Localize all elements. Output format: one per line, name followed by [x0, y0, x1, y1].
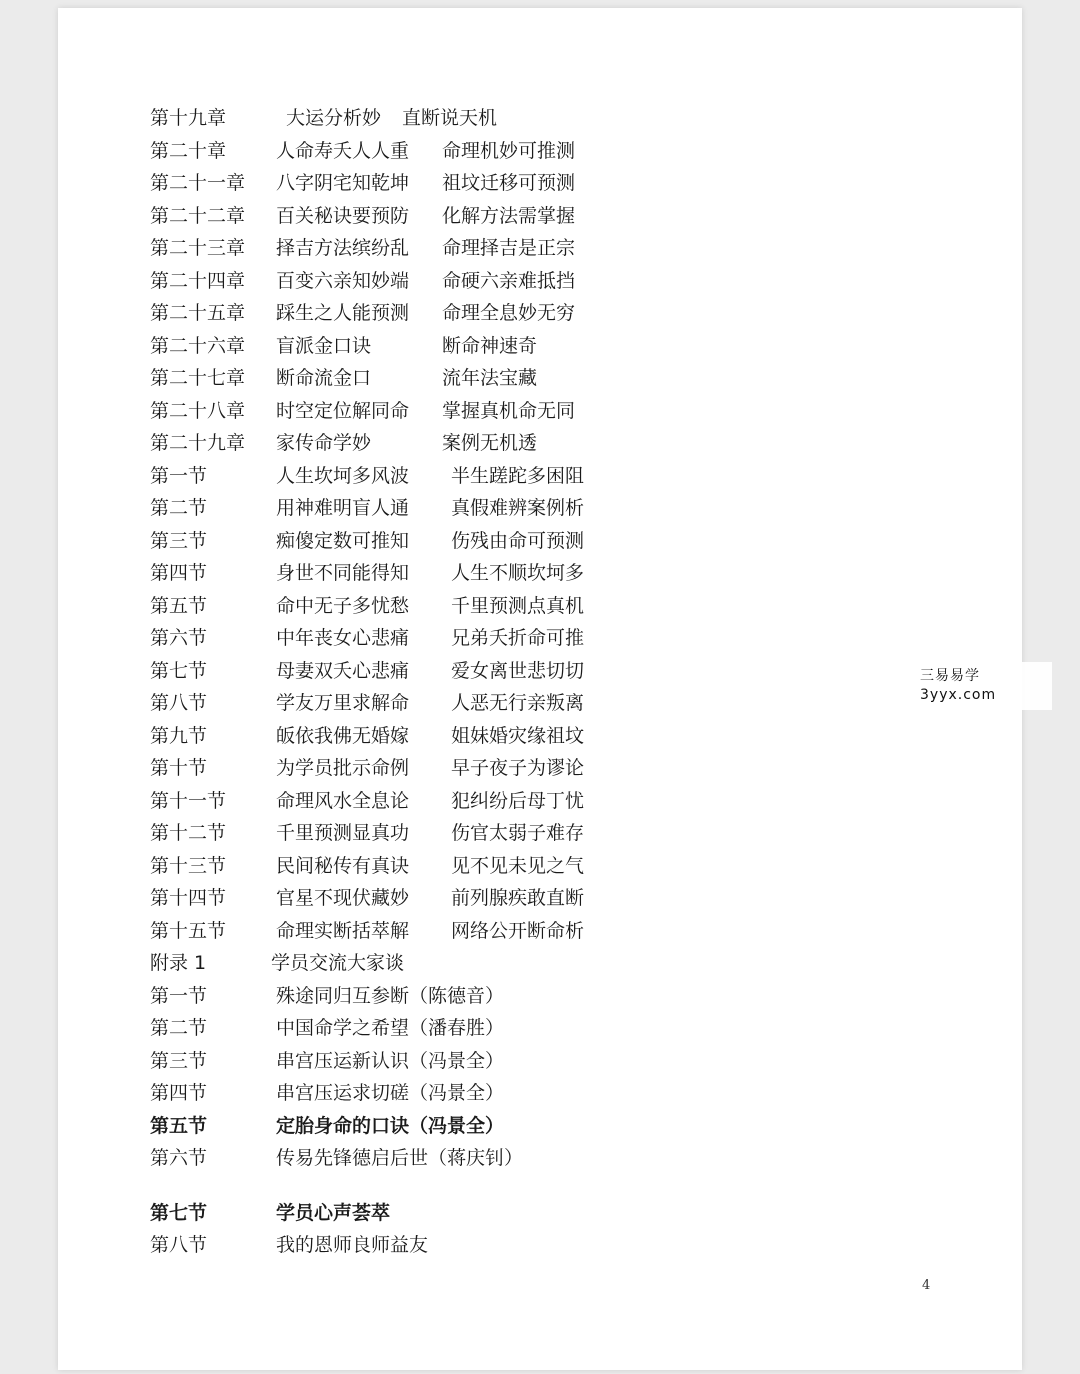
toc-row: [150, 232, 850, 265]
toc-row-label: 第十三节: [150, 854, 227, 877]
toc-row-title-2: 祖坟迁移可预测: [442, 172, 576, 194]
toc-row: [150, 882, 850, 915]
toc-row-label: 第十九章: [150, 107, 227, 129]
toc-row-title-2: 命理机妙可推测: [442, 139, 576, 162]
toc-row-label: 第二十一章: [150, 172, 246, 194]
toc-row-title-1: 家传命学妙: [276, 432, 372, 454]
toc-row: [150, 1110, 850, 1143]
toc-row-title-2: 爱女离世悲切切: [451, 659, 585, 682]
toc-row-label: 第二节: [150, 1017, 208, 1039]
toc-row-label: 第三节: [150, 529, 208, 552]
toc-row-label: 第二十九章: [150, 432, 246, 454]
toc-row-label: 第五节: [150, 594, 208, 617]
toc-row: [150, 655, 850, 688]
toc-row: [150, 720, 850, 753]
toc-row-label: 第二节: [150, 497, 208, 519]
toc-row-title-2: 化解方法需掌握: [442, 204, 576, 227]
toc-row-label: 第二十二章: [150, 204, 246, 227]
toc-row-title-1: 传易先锋德启后世（蒋庆钊）: [276, 1147, 524, 1169]
toc-row: [150, 1197, 850, 1230]
toc-row-title-1: 身世不同能得知: [276, 562, 410, 584]
toc-row-title-2: 直断说天机: [402, 107, 498, 129]
toc-row-title-1: 痴傻定数可推知: [276, 529, 410, 552]
table-of-contents: [150, 102, 850, 1262]
document-page: [58, 8, 1022, 1370]
toc-row-title-1: 盲派金口诀: [276, 334, 372, 357]
toc-row-title-2: 人恶无行亲叛离: [451, 692, 585, 714]
toc-row: [150, 265, 850, 298]
toc-row-title-2: 千里预测点真机: [451, 594, 585, 617]
toc-row-title-1: 百关秘诀要预防: [276, 204, 410, 227]
toc-row-title-2: 犯纠纷后母丁忧: [451, 789, 585, 812]
toc-row-title-1: 民间秘传有真诀: [276, 854, 410, 877]
toc-row-label: 第二十七章: [150, 367, 246, 389]
toc-row-title-1: 学员心声荟萃: [276, 1201, 391, 1224]
toc-row: [150, 102, 850, 135]
toc-row: [150, 492, 850, 525]
toc-row: [150, 687, 850, 720]
toc-row-label: 第一节: [150, 464, 208, 487]
toc-row-title-1: 殊途同归互参断（陈德音）: [276, 984, 505, 1007]
toc-row-label: 第十四节: [150, 887, 227, 909]
toc-row-label: 第七节: [150, 1201, 208, 1224]
toc-row-title-1: 用神难明盲人通: [276, 497, 410, 519]
toc-row-title-1: 百变六亲知妙端: [276, 269, 410, 292]
toc-row-label: 第五节: [150, 1114, 208, 1137]
toc-row-label: 第二十八章: [150, 399, 246, 422]
toc-row-title-1: 串宫压运新认识（冯景全）: [276, 1049, 505, 1072]
watermark-line1: 三易易学: [920, 668, 980, 684]
page-number: 4: [922, 1278, 931, 1293]
toc-row: [150, 297, 850, 330]
toc-row-title-1: 官星不现伏藏妙: [276, 887, 410, 909]
toc-row-title-2: 网络公开断命析: [451, 919, 585, 942]
toc-row-title-1: 命理风水全息论: [276, 789, 410, 812]
toc-row-title-1: 千里预测显真功: [276, 822, 410, 844]
toc-row-label: 第九节: [150, 724, 208, 747]
toc-row-title-2: 命理择吉是正宗: [442, 237, 576, 259]
toc-row-label: 第四节: [150, 1082, 208, 1104]
toc-row-title-2: 伤残由命可预测: [451, 529, 585, 552]
toc-row: [150, 947, 850, 980]
toc-row-title-2: 早子夜子为谬论: [451, 757, 585, 779]
toc-row-title-2: 兄弟夭折命可推: [451, 627, 585, 649]
toc-row-label: 第二十章: [150, 139, 227, 162]
toc-row-label: 第六节: [150, 1147, 208, 1169]
toc-row: [150, 1229, 850, 1262]
toc-row: [150, 850, 850, 883]
toc-row-label: 第一节: [150, 984, 208, 1007]
toc-row: [150, 1142, 850, 1175]
toc-row: [150, 817, 850, 850]
toc-row-title-1: 为学员批示命例: [276, 757, 410, 779]
toc-row-title-2: 真假难辨案例析: [451, 497, 585, 519]
toc-row-title-2: 姐妹婚灾缘祖坟: [451, 724, 585, 747]
toc-row-title-1: 断命流金口: [276, 367, 372, 389]
toc-row-title-2: 流年法宝藏: [442, 367, 538, 389]
toc-row-title-1: 学友万里求解命: [276, 692, 410, 714]
toc-row: [150, 915, 850, 948]
toc-row-title-2: 人生不顺坎坷多: [451, 562, 585, 584]
toc-row-label: 第十二节: [150, 822, 227, 844]
toc-row-title-1: 串宫压运求切磋（冯景全）: [276, 1082, 505, 1104]
toc-row-label: 附录 1: [150, 952, 207, 974]
toc-row-title-1: 大运分析妙: [286, 107, 382, 129]
toc-row-title-1: 命理实断括萃解: [276, 919, 410, 942]
toc-row-label: 第十五节: [150, 919, 227, 942]
toc-row-label: 第十节: [150, 757, 208, 779]
toc-row-label: 第二十六章: [150, 334, 246, 357]
toc-row: [150, 362, 850, 395]
toc-row-label: 第八节: [150, 1234, 208, 1256]
toc-row-title-1: 人生坎坷多风波: [276, 464, 410, 487]
toc-row: [150, 167, 850, 200]
toc-row-title-1: 母妻双夭心悲痛: [276, 659, 410, 682]
watermark-line2: 3yyx.com: [920, 687, 997, 703]
toc-row: [150, 427, 850, 460]
toc-row-label: 第十一节: [150, 789, 227, 812]
toc-row: [150, 752, 850, 785]
watermark: [900, 662, 1052, 710]
toc-row: [150, 135, 850, 168]
toc-row: [150, 622, 850, 655]
toc-row-title-1: 择吉方法缤纷乱: [276, 237, 410, 259]
toc-row-title-2: 命理全息妙无穷: [442, 302, 576, 324]
toc-row-title-2: 伤官太弱子难存: [451, 822, 585, 844]
toc-row-label: 第六节: [150, 627, 208, 649]
toc-row-title-1: 命中无子多忧愁: [276, 594, 410, 617]
toc-row-label: 第二十五章: [150, 302, 246, 324]
toc-row: [150, 525, 850, 558]
toc-row-label: 第四节: [150, 562, 208, 584]
toc-row: [150, 200, 850, 233]
toc-row: [150, 980, 850, 1013]
toc-row-title-2: 见不见未见之气: [451, 854, 585, 877]
toc-row: [150, 590, 850, 623]
toc-row: [150, 785, 850, 818]
toc-row-label: 第二十四章: [150, 269, 246, 292]
toc-row: [150, 1045, 850, 1078]
toc-row-label: 第二十三章: [150, 237, 246, 259]
toc-row-label: 第三节: [150, 1049, 208, 1072]
toc-row: [150, 1012, 850, 1045]
toc-row-title-2: 前列腺疾敢直断: [451, 887, 585, 909]
toc-row-title-1: 我的恩师良师益友: [276, 1234, 429, 1256]
toc-row: [150, 460, 850, 493]
toc-row-label: 第八节: [150, 692, 208, 714]
toc-row-title-2: 案例无机透: [442, 432, 538, 454]
toc-row-title-1: 踩生之人能预测: [276, 302, 410, 324]
toc-row: [150, 330, 850, 363]
toc-row-title-2: 掌握真机命无同: [442, 399, 576, 422]
toc-row-title-1: 学员交流大家谈: [271, 952, 405, 974]
toc-row-title-1: 定胎身命的口诀（冯景全）: [276, 1114, 505, 1137]
toc-row-title-2: 断命神速奇: [442, 334, 538, 357]
toc-row-title-2: 命硬六亲难抵挡: [442, 269, 576, 292]
toc-row: [150, 395, 850, 428]
toc-row: [150, 557, 850, 590]
toc-row-title-1: 时空定位解同命: [276, 399, 410, 422]
toc-row-title-1: 八字阴宅知乾坤: [276, 172, 410, 194]
toc-row-title-1: 人命寿夭人人重: [276, 139, 410, 162]
toc-row-title-1: 中国命学之希望（潘春胜）: [276, 1017, 505, 1039]
toc-row-title-2: 半生蹉跎多困阻: [451, 464, 585, 487]
toc-row: [150, 1077, 850, 1110]
toc-row-title-1: 中年丧女心悲痛: [276, 627, 410, 649]
toc-row-label: 第七节: [150, 659, 208, 682]
toc-row-title-1: 皈依我佛无婚嫁: [276, 724, 410, 747]
